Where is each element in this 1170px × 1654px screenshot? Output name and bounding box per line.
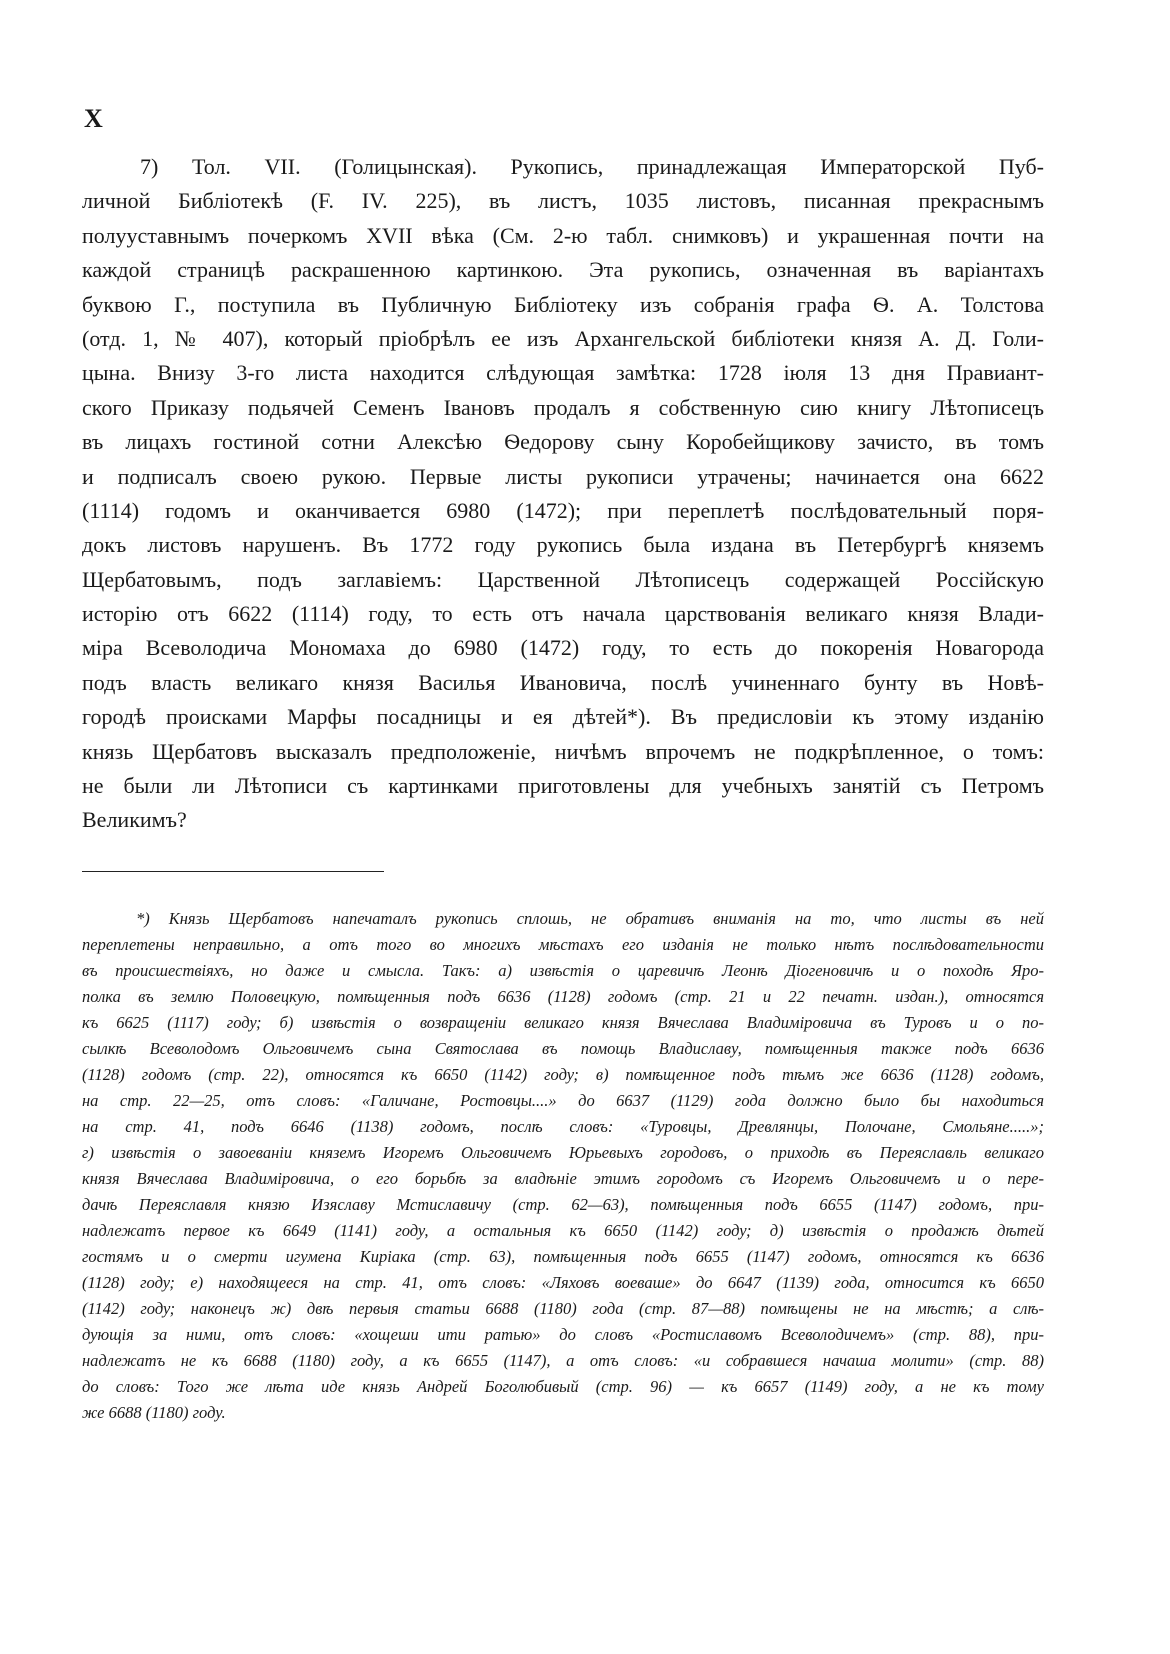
footnote-line: же 6688 (1180) году.	[82, 1403, 226, 1422]
text-line: Щербатовымъ, подъ заглавіемъ: Царственной Лѣтописецъ содержащей Россійскую	[82, 566, 1044, 592]
footnote-line: сылкѣ Всеволодомъ Ольговичемъ сына Святослава въ помощь Владиславу, помѣщенныя также подъ 6636	[82, 1039, 1044, 1058]
text-line: (1114) годомъ и оканчивается 6980 (1472); при переплетѣ послѣдовательный поря-	[82, 497, 1044, 523]
text-line: буквою Г., поступила въ Публичную Библіотеку изъ собранія графа Ѳ. А. Толстова	[82, 291, 1044, 317]
text-line: князь Щербатовъ высказалъ предположеніе, ничѣмъ впрочемъ не подкрѣпленное, о томъ:	[82, 738, 1044, 764]
footnote-line: (1128) годомъ (стр. 22), относятся къ 6650 (1142) году; в) помѣщенное подъ тѣмъ же 6636 (1128) годомъ,	[82, 1065, 1044, 1084]
text-line: городѣ происками Марфы посадницы и ея дѣтей*). Въ предисловіи къ этому изданію	[82, 704, 1044, 730]
footnote-line: на стр. 22—25, отъ словъ: «Галичане, Ростовцы....» до 6637 (1129) года должно было бы находиться	[82, 1091, 1044, 1110]
footnote-line: (1128) году; е) находящееся на стр. 41, отъ словъ: «Ляховъ воеваше» до 6647 (1139) года, относится къ 6650	[82, 1273, 1044, 1292]
text-line: (отд. 1, № 407), который пріобрѣлъ ее изъ Архангельской библіотеки князя А. Д. Голи-	[82, 325, 1044, 351]
footnote-line: дачѣ Переяславля князю Изяславу Мстиславичу (стр. 62—63), помѣщенныя подъ 6655 (1147) годомъ, при-	[82, 1195, 1044, 1214]
footnote-line: до словъ: Того же лѣта иде князь Андрей Боголюбивый (стр. 96) — къ 6657 (1149) году, а не къ тому	[82, 1377, 1044, 1396]
main-text	[82, 150, 1044, 838]
footnote-line: князя Вячеслава Владиміровича, о его борьбѣ за владѣніе этимъ городомъ съ Игоремъ Ольговичемъ и о пере-	[82, 1169, 1044, 1188]
footnote-line: *) Князь Щербатовъ напечаталъ рукопись сплошь, не обративъ вниманія на то, что листы въ ней	[136, 909, 1044, 928]
text-line: цына. Внизу 3-го листа находится слѣдующая замѣтка: 1728 іюля 13 дня Правиант-	[82, 360, 1044, 386]
text-line: міра Всеволодича Мономаха до 6980 (1472) году, то есть до покоренія Новагорода	[82, 635, 1044, 661]
text-line: не были ли Лѣтописи съ картинками приготовлены для учебныхъ занятій съ Петромъ	[82, 773, 1044, 799]
text-line: ского Приказу подьячей Семенъ Івановъ продалъ я собственную сию книгу Лѣтописецъ	[82, 394, 1044, 420]
text-line: 7) Тол. VII. (Голицынская). Рукопись, принадлежащая Императорской Пуб-	[140, 154, 1044, 179]
text-line: и подписалъ своею рукою. Первые листы рукописи утрачены; начинается она 6622	[82, 463, 1044, 489]
text-line: личной Библіотекѣ (F. IV. 225), въ листъ, 1035 листовъ, писанная прекраснымъ	[82, 188, 1044, 214]
text-line: подъ власть великаго князя Василья Ивановича, послѣ учиненнаго бунту въ Новѣ-	[82, 669, 1044, 695]
footnote-line: г) извѣстія о завоеваніи княземъ Игоремъ Ольговичемъ Юрьевыхъ городовъ, о приходѣ въ Переяславль великаго	[82, 1143, 1044, 1162]
footnote-divider	[82, 871, 384, 872]
text-line: докъ листовъ нарушенъ. Въ 1772 году рукопись была издана въ Петербургѣ княземъ	[82, 532, 1044, 558]
footnote-line: полка въ землю Половецкую, помѣщенныя подъ 6636 (1128) годомъ (стр. 21 и 22 печатн. издан.), относятся	[82, 987, 1044, 1006]
footnote	[82, 906, 1044, 1426]
text-line: каждой страницѣ раскрашенною картинкою. Эта рукопись, означенная въ варіантахъ	[82, 257, 1044, 283]
footnote-line: на стр. 41, подъ 6646 (1138) годомъ, послѣ словъ: «Туровцы, Древлянцы, Полочане, Смольяне.....»;	[82, 1117, 1044, 1136]
text-line: въ лицахъ гостиной сотни Алексѣю Ѳедорову сыну Коробейщикову зачисто, въ томъ	[82, 429, 1044, 455]
footnote-line: гостямъ и о смерти игумена Киріака (стр. 63), помѣщенныя подъ 6655 (1147) годомъ, относятся къ 6636	[82, 1247, 1044, 1266]
footnote-line: въ происшествіяхъ, но даже и смысла. Такъ: а) извѣстія о царевичѣ Леонѣ Діогеновичѣ и о походѣ Яро-	[82, 961, 1044, 980]
text-line: исторію отъ 6622 (1114) году, то есть отъ начала царствованія великаго князя Влади-	[82, 601, 1044, 627]
text-line: Великимъ?	[82, 807, 187, 833]
text-line: полууставнымъ почеркомъ XVII вѣка (См. 2-ю табл. снимковъ) и украшенная почти на	[82, 222, 1044, 248]
footnote-line: переплетены неправильно, а отъ того во многихъ мѣстахъ его изданія не только нѣтъ послѣдовательности	[82, 935, 1044, 954]
footnote-line: надлежатъ первое къ 6649 (1141) году, а остальныя къ 6650 (1142) году; д) извѣстія о продажѣ дѣтей	[82, 1221, 1044, 1240]
footnote-line: (1142) году; наконецъ ж) двѣ первыя статьи 6688 (1180) года (стр. 87—88) помѣщены не на мѣстѣ; а слѣ-	[82, 1299, 1044, 1318]
footnote-line: дующія за ними, отъ словъ: «хощеши ити ратью» до словъ «Ростиславомъ Всеволодичемъ» (стр. 88), при-	[82, 1325, 1044, 1344]
footnote-line: надлежатъ не къ 6688 (1180) году, а къ 6655 (1147), а отъ словъ: «и собравшеся начаша молити» (стр. 88)	[82, 1351, 1044, 1370]
page-number: X	[84, 104, 103, 133]
footnote-line: къ 6625 (1117) году; б) извѣстія о возвращеніи великаго князя Вячеслава Владиміровича въ Туровъ и о по-	[82, 1013, 1044, 1032]
